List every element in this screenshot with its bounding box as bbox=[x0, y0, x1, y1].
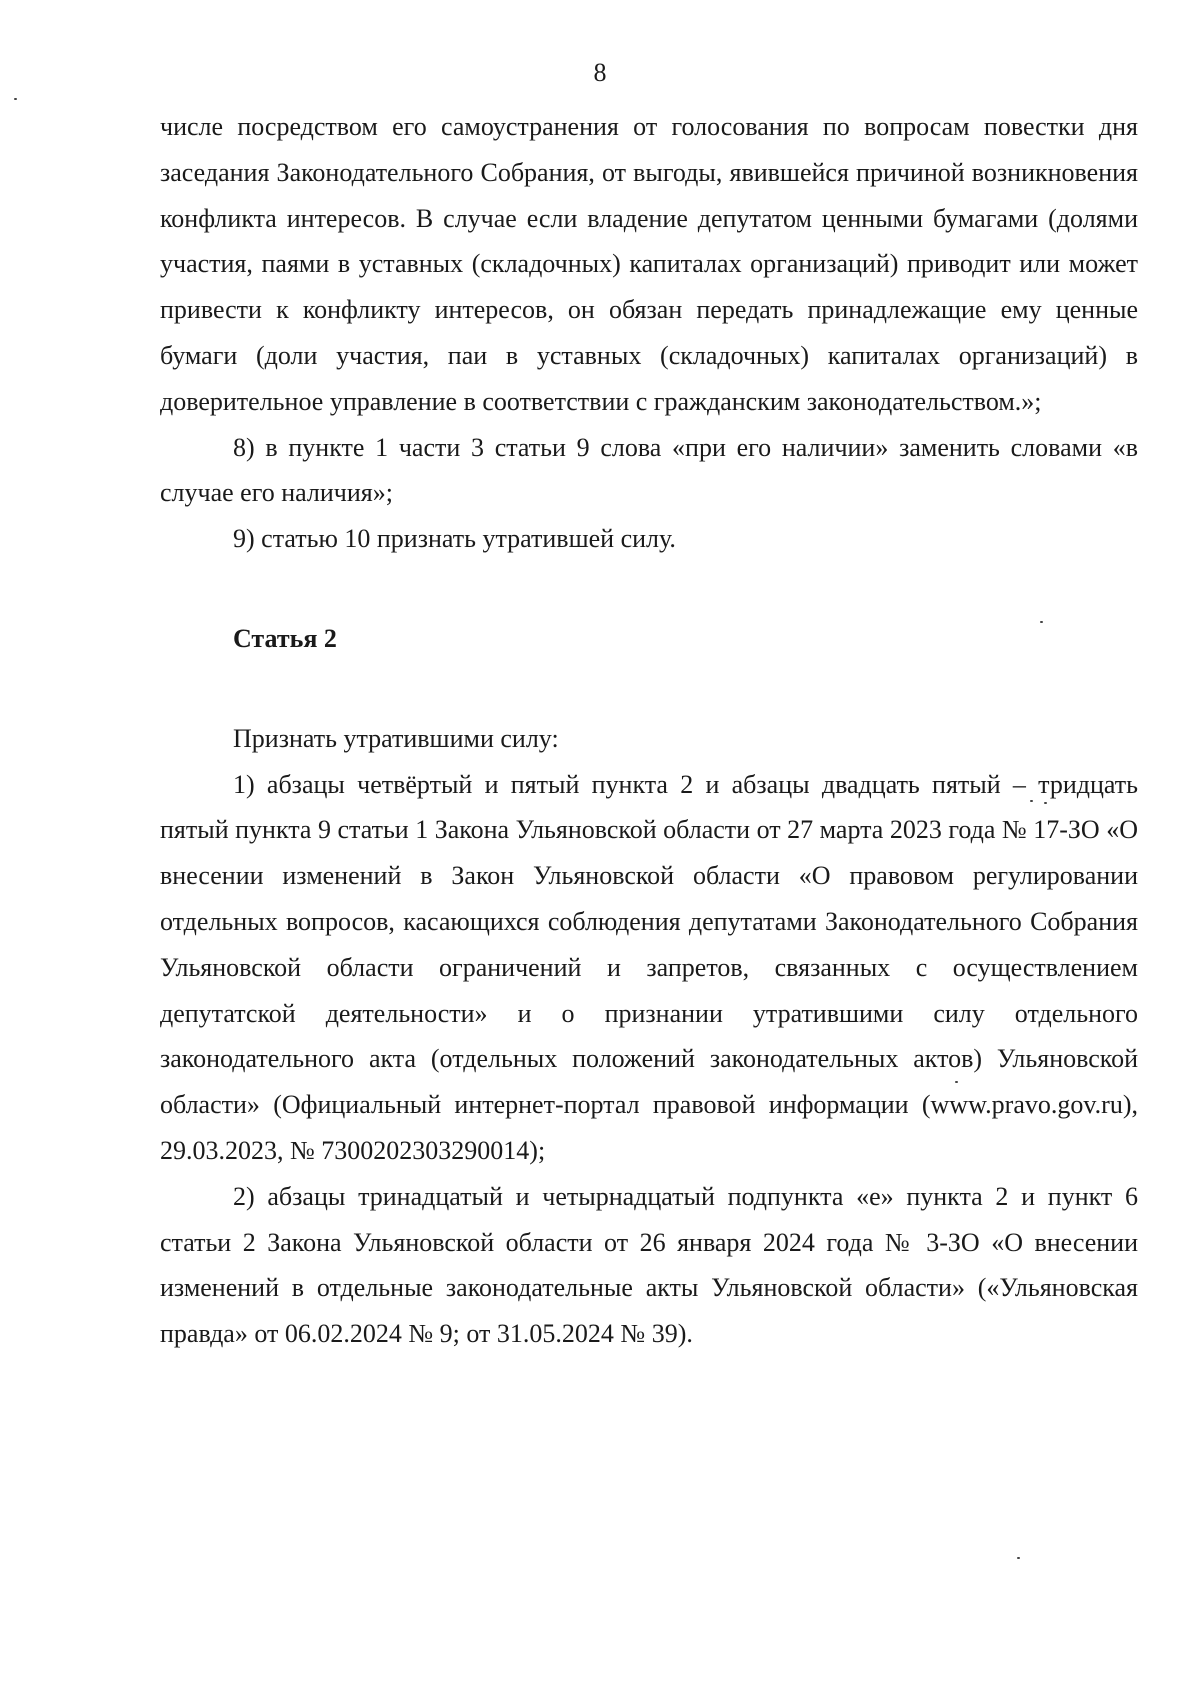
scan-speck bbox=[1017, 1557, 1020, 1559]
scan-speck bbox=[1044, 802, 1047, 804]
document-body bbox=[160, 104, 1138, 1357]
scan-speck bbox=[14, 98, 17, 100]
scan-speck bbox=[955, 1081, 958, 1083]
section-spacer bbox=[160, 562, 1138, 616]
paragraph-item-9: 9) статью 10 признать утратившей силу. bbox=[233, 524, 676, 554]
paragraph-item-1: 1) абзацы четвёртый и пятый пункта 2 и абзацы двадцать пятый – тридцать пятый пункта 9 статьи 1 Закона Ульяновской области от 27 марта 2023 года № 17-ЗО «О внесении изменений в Закон Ульяновской области «О правовом регулировании отдельных вопросов, касающихся соблюдения депутатами Законодательного Собрания Ульяновской области ограничений и запретов, связанных с осуществлением депутатской деятельности» и о признании утратившими силу отдельного законодательного акта (отдельных положений законодательных актов) Ульяновской области» (Официальный интернет-портал правовой информации (www.pravo.gov.ru), 29.03.2023, № 7300202303290014); bbox=[160, 769, 1138, 1165]
article-heading: Статья 2 bbox=[233, 623, 337, 653]
scan-speck bbox=[1040, 621, 1043, 623]
scan-speck bbox=[1030, 800, 1033, 802]
paragraph-intro: Признать утратившими силу: bbox=[233, 723, 559, 753]
paragraph-continuation: числе посредством его самоустранения от голосования по вопросам повестки дня заседания Законодательного Собрания, от выгоды, явившейся причиной возникновения конфликта интересов. В случае если владение депутатом ценными бумагами (долями участия, паями в уставных (складочных) капиталах организаций) приводит или может привести к конфликту интересов, он обязан передать принадлежащие ему ценные бумаги (доли участия, паи в уставных (складочных) капиталах организаций) в доверительное управление в соответствии с гражданским законодательством.»; bbox=[160, 112, 1138, 416]
paragraph-item-2: 2) абзацы тринадцатый и четырнадцатый подпункта «е» пункта 2 и пункт 6 статьи 2 Закона Ульяновской области от 26 января 2024 года № 3-ЗО «О внесении изменений в отдельные законодательные акты Ульяновской области» («Ульяновская правда» от 06.02.2024 № 9; от 31.05.2024 № 39). bbox=[160, 1181, 1138, 1349]
paragraph-item-8: 8) в пункте 1 части 3 статьи 9 слова «при его наличии» заменить словами «в случае его наличия»; bbox=[160, 432, 1138, 508]
page-number: 8 bbox=[593, 58, 607, 87]
section-spacer bbox=[160, 662, 1138, 716]
